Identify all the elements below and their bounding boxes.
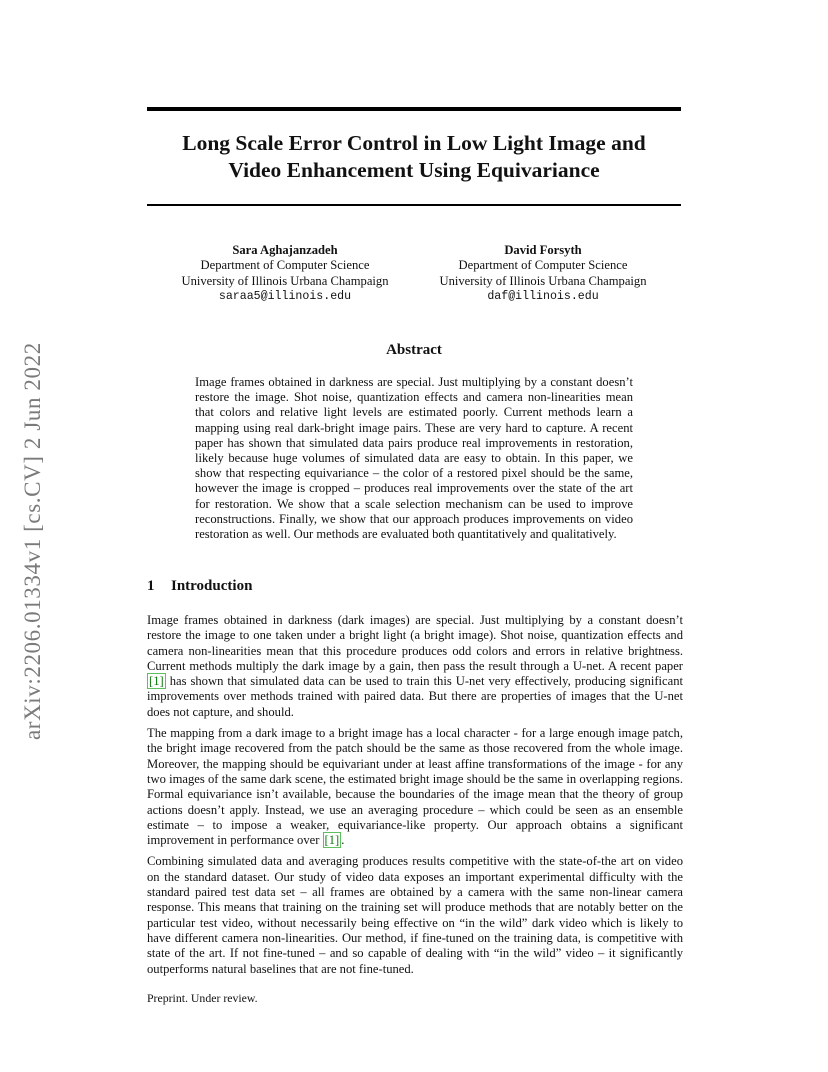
author-university: University of Illinois Urbana Champaign (181, 273, 389, 288)
author-department: Department of Computer Science (458, 258, 628, 273)
citation-link[interactable]: [1] (324, 833, 340, 848)
arxiv-stamp: arXiv:2206.01334v1 [cs.CV] 2 Jun 2022 (20, 342, 45, 740)
author-name: Sara Aghajanzadeh (232, 243, 338, 257)
author-email[interactable]: daf@illinois.edu (487, 290, 599, 304)
paper-title (147, 130, 681, 184)
author-2 (413, 243, 673, 305)
paragraph-text: The mapping from a dark image to a bright image has a local character - for a large enough image patch, the bright image recovered from the patch should be the same as those recovered from the whole image. Moreover, the mapping should be equivariant under at least affine transformations of the image - for any two images of the same dark scene, the estimated bright image should be the same in overlapping regions. Formal equivariance isn’t available, because the boundaries of the image mean that the theory of group actions doesn’t apply. Instead, we use an averaging procedure – which could be seen as an ensemble estimate – to impose a weaker, equivariance-like property. Our approach obtains a significant improvement in performance over (147, 726, 683, 848)
author-department: Department of Computer Science (200, 258, 370, 273)
section-heading-introduction (147, 578, 252, 595)
intro-paragraph-3: Combining simulated data and averaging produces results competitive with the state-of-the art on video on the standard dataset. Our study of video data exposes an important experimental difficulty with the standard paired test data set – all frames are obtained by a camera with the same non-linear camera response. This means that training on the training set will produce methods that are notably better on the particular test video, without necessarily being effective on “in the wild” dark video which is likely to have different camera non-linearities. Our method, if fine-tuned on the training data, is competitive with state of the art. If not fine-tuned – and so capable of dealing with “in the wild” video – it significantly outperforms natural baselines that are not fine-tuned. (147, 854, 683, 976)
paragraph-text: . (341, 833, 345, 848)
paragraph-text: Image frames obtained in darkness (dark images) are special. Just multiplying by a constant doesn’t restore the image to one taken under a bright light (a bright image). Shot noise, quantization effects and camera non-linearities mean that this procedure produces odd colors and errors in relative brightness. Current methods multiply the dark image by a gain, then pass the result through a U-net. A recent paper (147, 613, 683, 673)
section-number: 1 (147, 578, 155, 594)
intro-paragraph-2 (147, 726, 683, 848)
preprint-footer: Preprint. Under review. (147, 991, 258, 1005)
paragraph-text: has shown that simulated data can be used to train this U-net very effectively, producing significant improvements over methods trained with paired data. But there are properties of images that the U-net does not capture, and should. (147, 674, 683, 719)
title-line-1: Long Scale Error Control in Low Light Image and (182, 131, 646, 155)
author-email[interactable]: saraa5@illinois.edu (218, 290, 352, 304)
abstract-text: Image frames obtained in darkness are special. Just multiplying by a constant doesn’t restore the image. Shot noise, quantization effects and camera non-linearities mean that colors and relative light levels are estimated poorly. Current methods learn a mapping using real dark-bright image pairs. These are very hard to capture. A recent paper has shown that simulated data pairs produce real improvements in restoration, likely because huge volumes of simulated data are easy to obtain. In this paper, we show that respecting equivariance – the color of a restored pixel should be the same, however the image is cropped – produces real improvements over the state of the art for restoration. We show that a scale selection mechanism can be used to improve reconstructions. Finally, we show that our approach produces improvements on video restoration as well. Our methods are evaluated both quantitatively and qualitatively. (195, 375, 633, 542)
introduction-body (147, 613, 683, 983)
author-university: University of Illinois Urbana Champaign (439, 273, 647, 288)
abstract-heading: Abstract (386, 342, 442, 358)
title-rule-bottom (147, 204, 681, 206)
author-1 (155, 243, 415, 305)
citation-link[interactable]: [1] (149, 674, 164, 689)
title-rule-top (147, 107, 681, 111)
title-line-2: Video Enhancement Using Equivariance (228, 158, 600, 182)
author-name: David Forsyth (504, 243, 582, 257)
section-title: Introduction (171, 578, 253, 594)
intro-paragraph-1 (147, 613, 683, 720)
